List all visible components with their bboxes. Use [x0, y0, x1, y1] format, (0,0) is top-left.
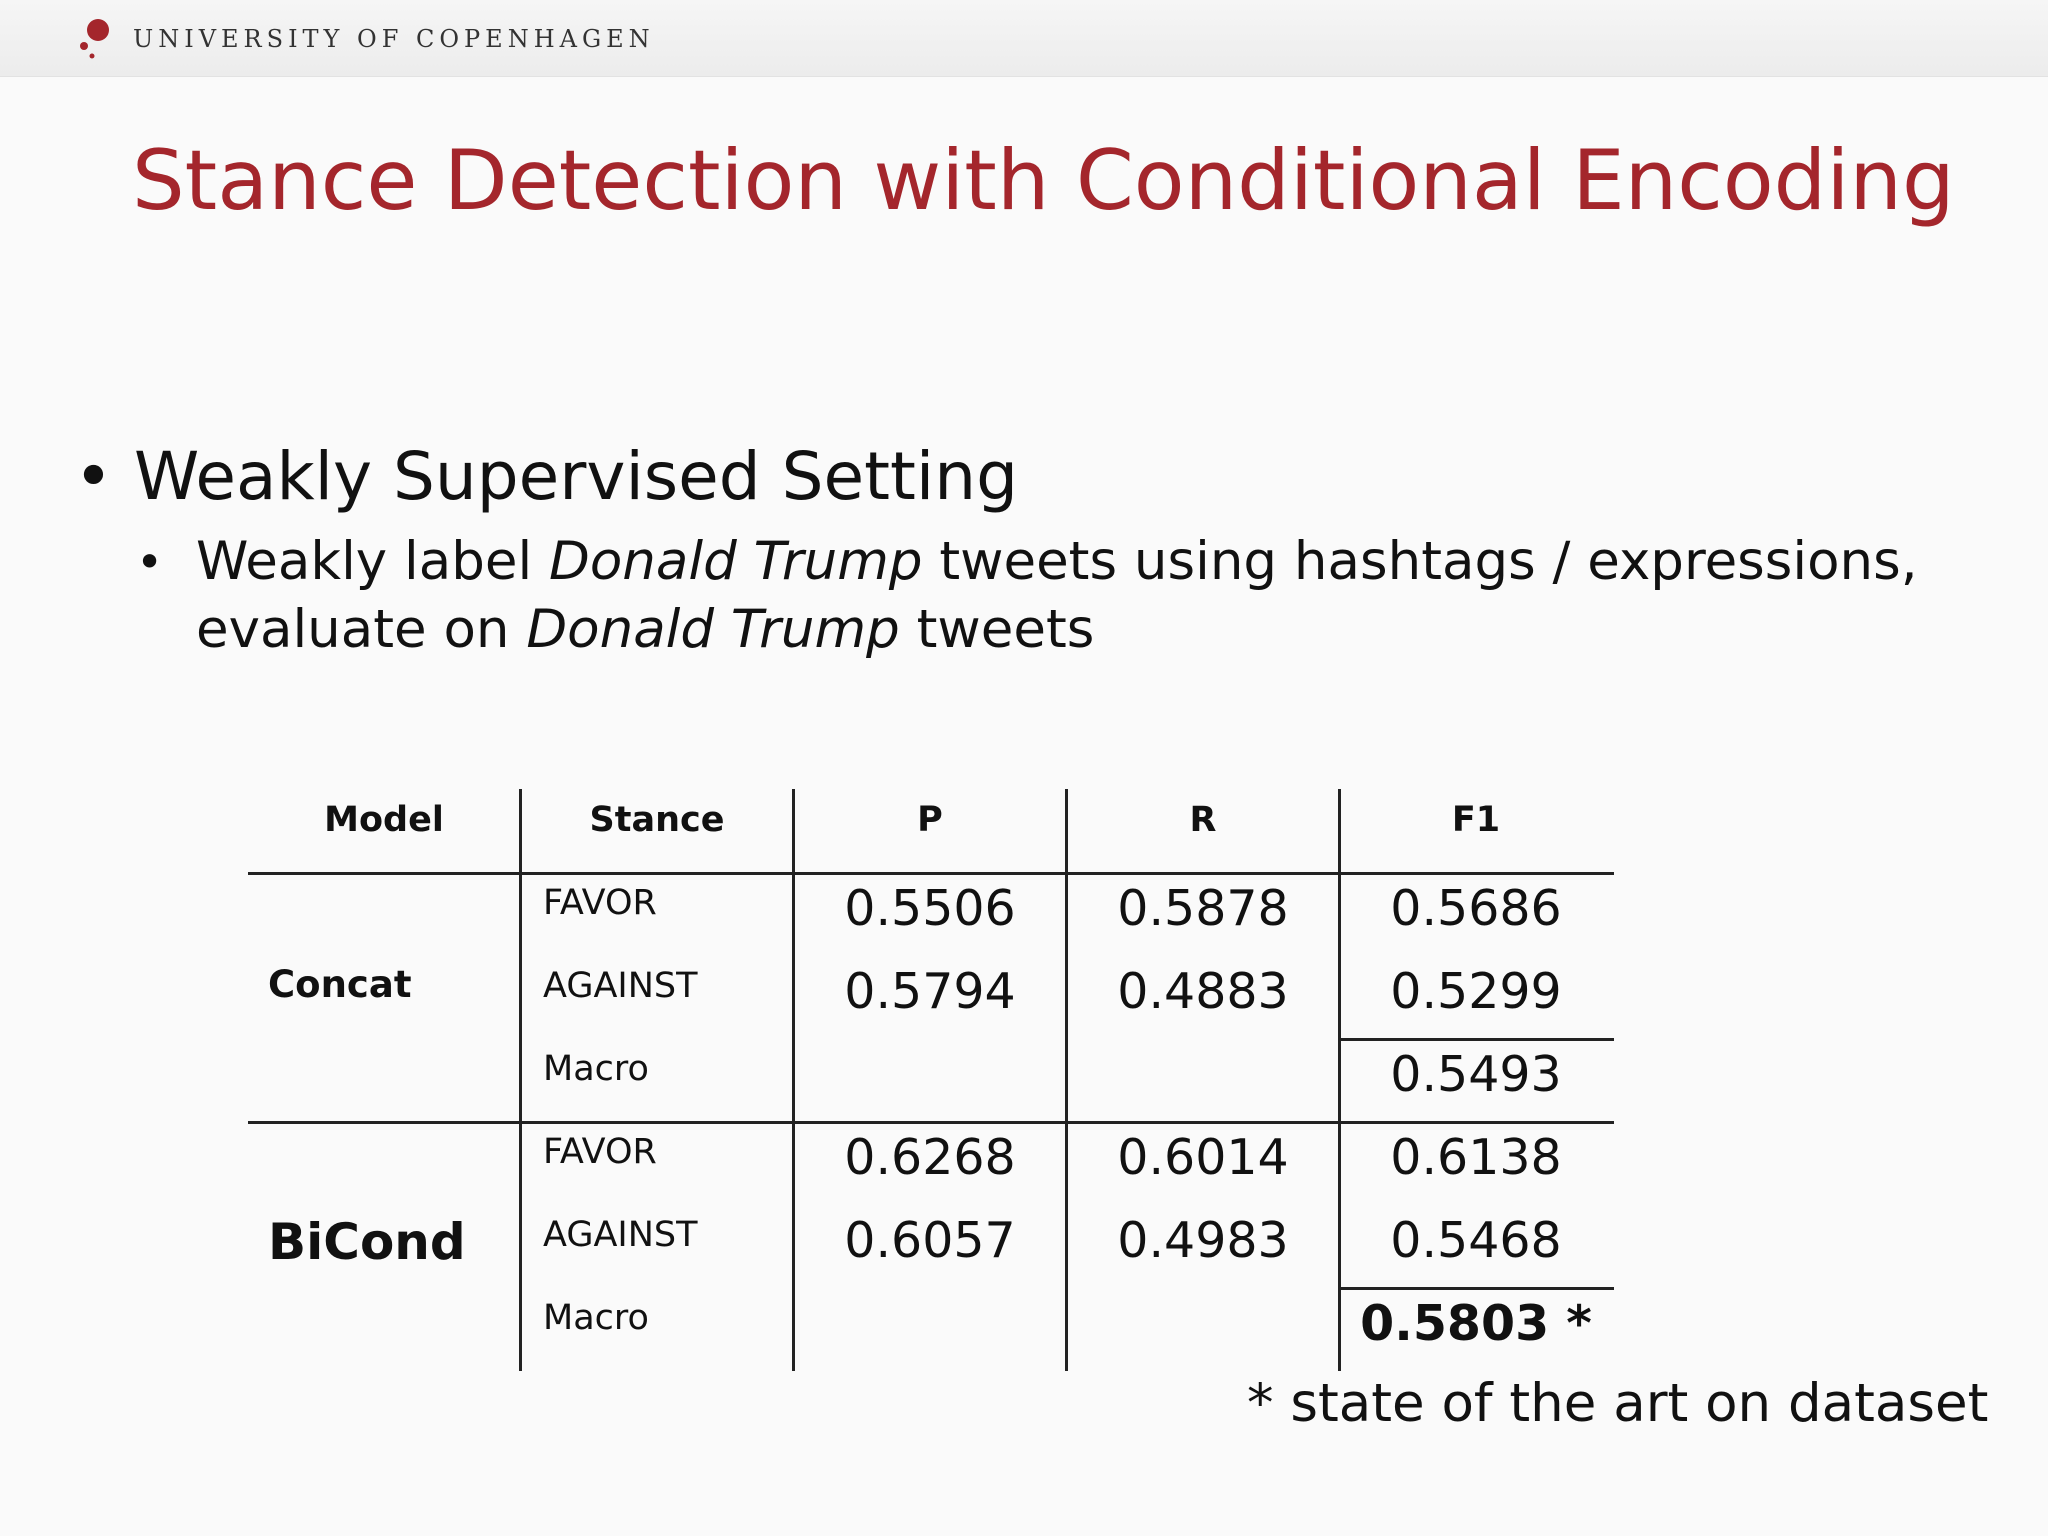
italic-text: Donald Trump	[526, 599, 900, 660]
slide-title: Stance Detection with Conditional Encoding	[132, 132, 1955, 229]
col-header-model: Model	[324, 800, 444, 840]
divider	[792, 789, 795, 1371]
results-table	[248, 788, 1614, 1374]
cell-p: 0.5506	[844, 880, 1016, 937]
cell-f1: 0.5686	[1390, 880, 1562, 937]
sub-bullet-line-2	[196, 596, 1094, 664]
cell-p: 0.6057	[844, 1212, 1016, 1269]
divider	[248, 1121, 1614, 1124]
bullet-dot: •	[74, 438, 113, 515]
cell-p: 0.5794	[844, 963, 1016, 1020]
main-bullet-text: Weakly Supervised Setting	[134, 438, 1018, 515]
cell-r: 0.6014	[1117, 1129, 1289, 1186]
italic-text: Donald Trump	[549, 531, 923, 592]
text-part: evaluate on	[196, 599, 527, 660]
bullet-dot: •	[136, 535, 164, 589]
stance-label: AGAINST	[543, 1215, 698, 1255]
cell-f1-macro-best: 0.5803 *	[1360, 1295, 1592, 1352]
divider	[1338, 1038, 1614, 1041]
stance-label: Macro	[543, 1049, 649, 1089]
university-logo-icon	[74, 16, 118, 60]
cell-f1: 0.5299	[1390, 963, 1562, 1020]
model-concat: Concat	[268, 963, 412, 1006]
cell-f1: 0.6138	[1390, 1129, 1562, 1186]
stance-label: AGAINST	[543, 966, 698, 1006]
col-header-r: R	[1189, 800, 1217, 840]
stance-label: Macro	[543, 1298, 649, 1338]
stance-label: FAVOR	[543, 883, 657, 923]
col-header-stance: Stance	[589, 800, 725, 840]
stance-label: FAVOR	[543, 1132, 657, 1172]
col-header-p: P	[917, 800, 943, 840]
header-bar	[0, 0, 2048, 77]
text-part: Weakly label	[196, 531, 550, 592]
divider	[1065, 789, 1068, 1371]
university-name: UNIVERSITY OF COPENHAGEN	[133, 25, 655, 53]
cell-r: 0.4983	[1117, 1212, 1289, 1269]
cell-r: 0.4883	[1117, 963, 1289, 1020]
col-header-f1: F1	[1451, 800, 1501, 840]
model-bicond: BiCond	[268, 1213, 466, 1271]
cell-p: 0.6268	[844, 1129, 1016, 1186]
cell-f1: 0.5468	[1390, 1212, 1562, 1269]
text-part: tweets	[899, 599, 1095, 660]
cell-r: 0.5878	[1117, 880, 1289, 937]
footnote: * state of the art on dataset	[1247, 1373, 1989, 1434]
sub-bullet-line-1	[196, 528, 1918, 596]
cell-f1-macro: 0.5493	[1390, 1046, 1562, 1103]
text-part: tweets using hashtags / expressions,	[922, 531, 1918, 592]
divider	[248, 872, 1614, 875]
divider	[1338, 1287, 1614, 1290]
divider	[519, 789, 522, 1371]
